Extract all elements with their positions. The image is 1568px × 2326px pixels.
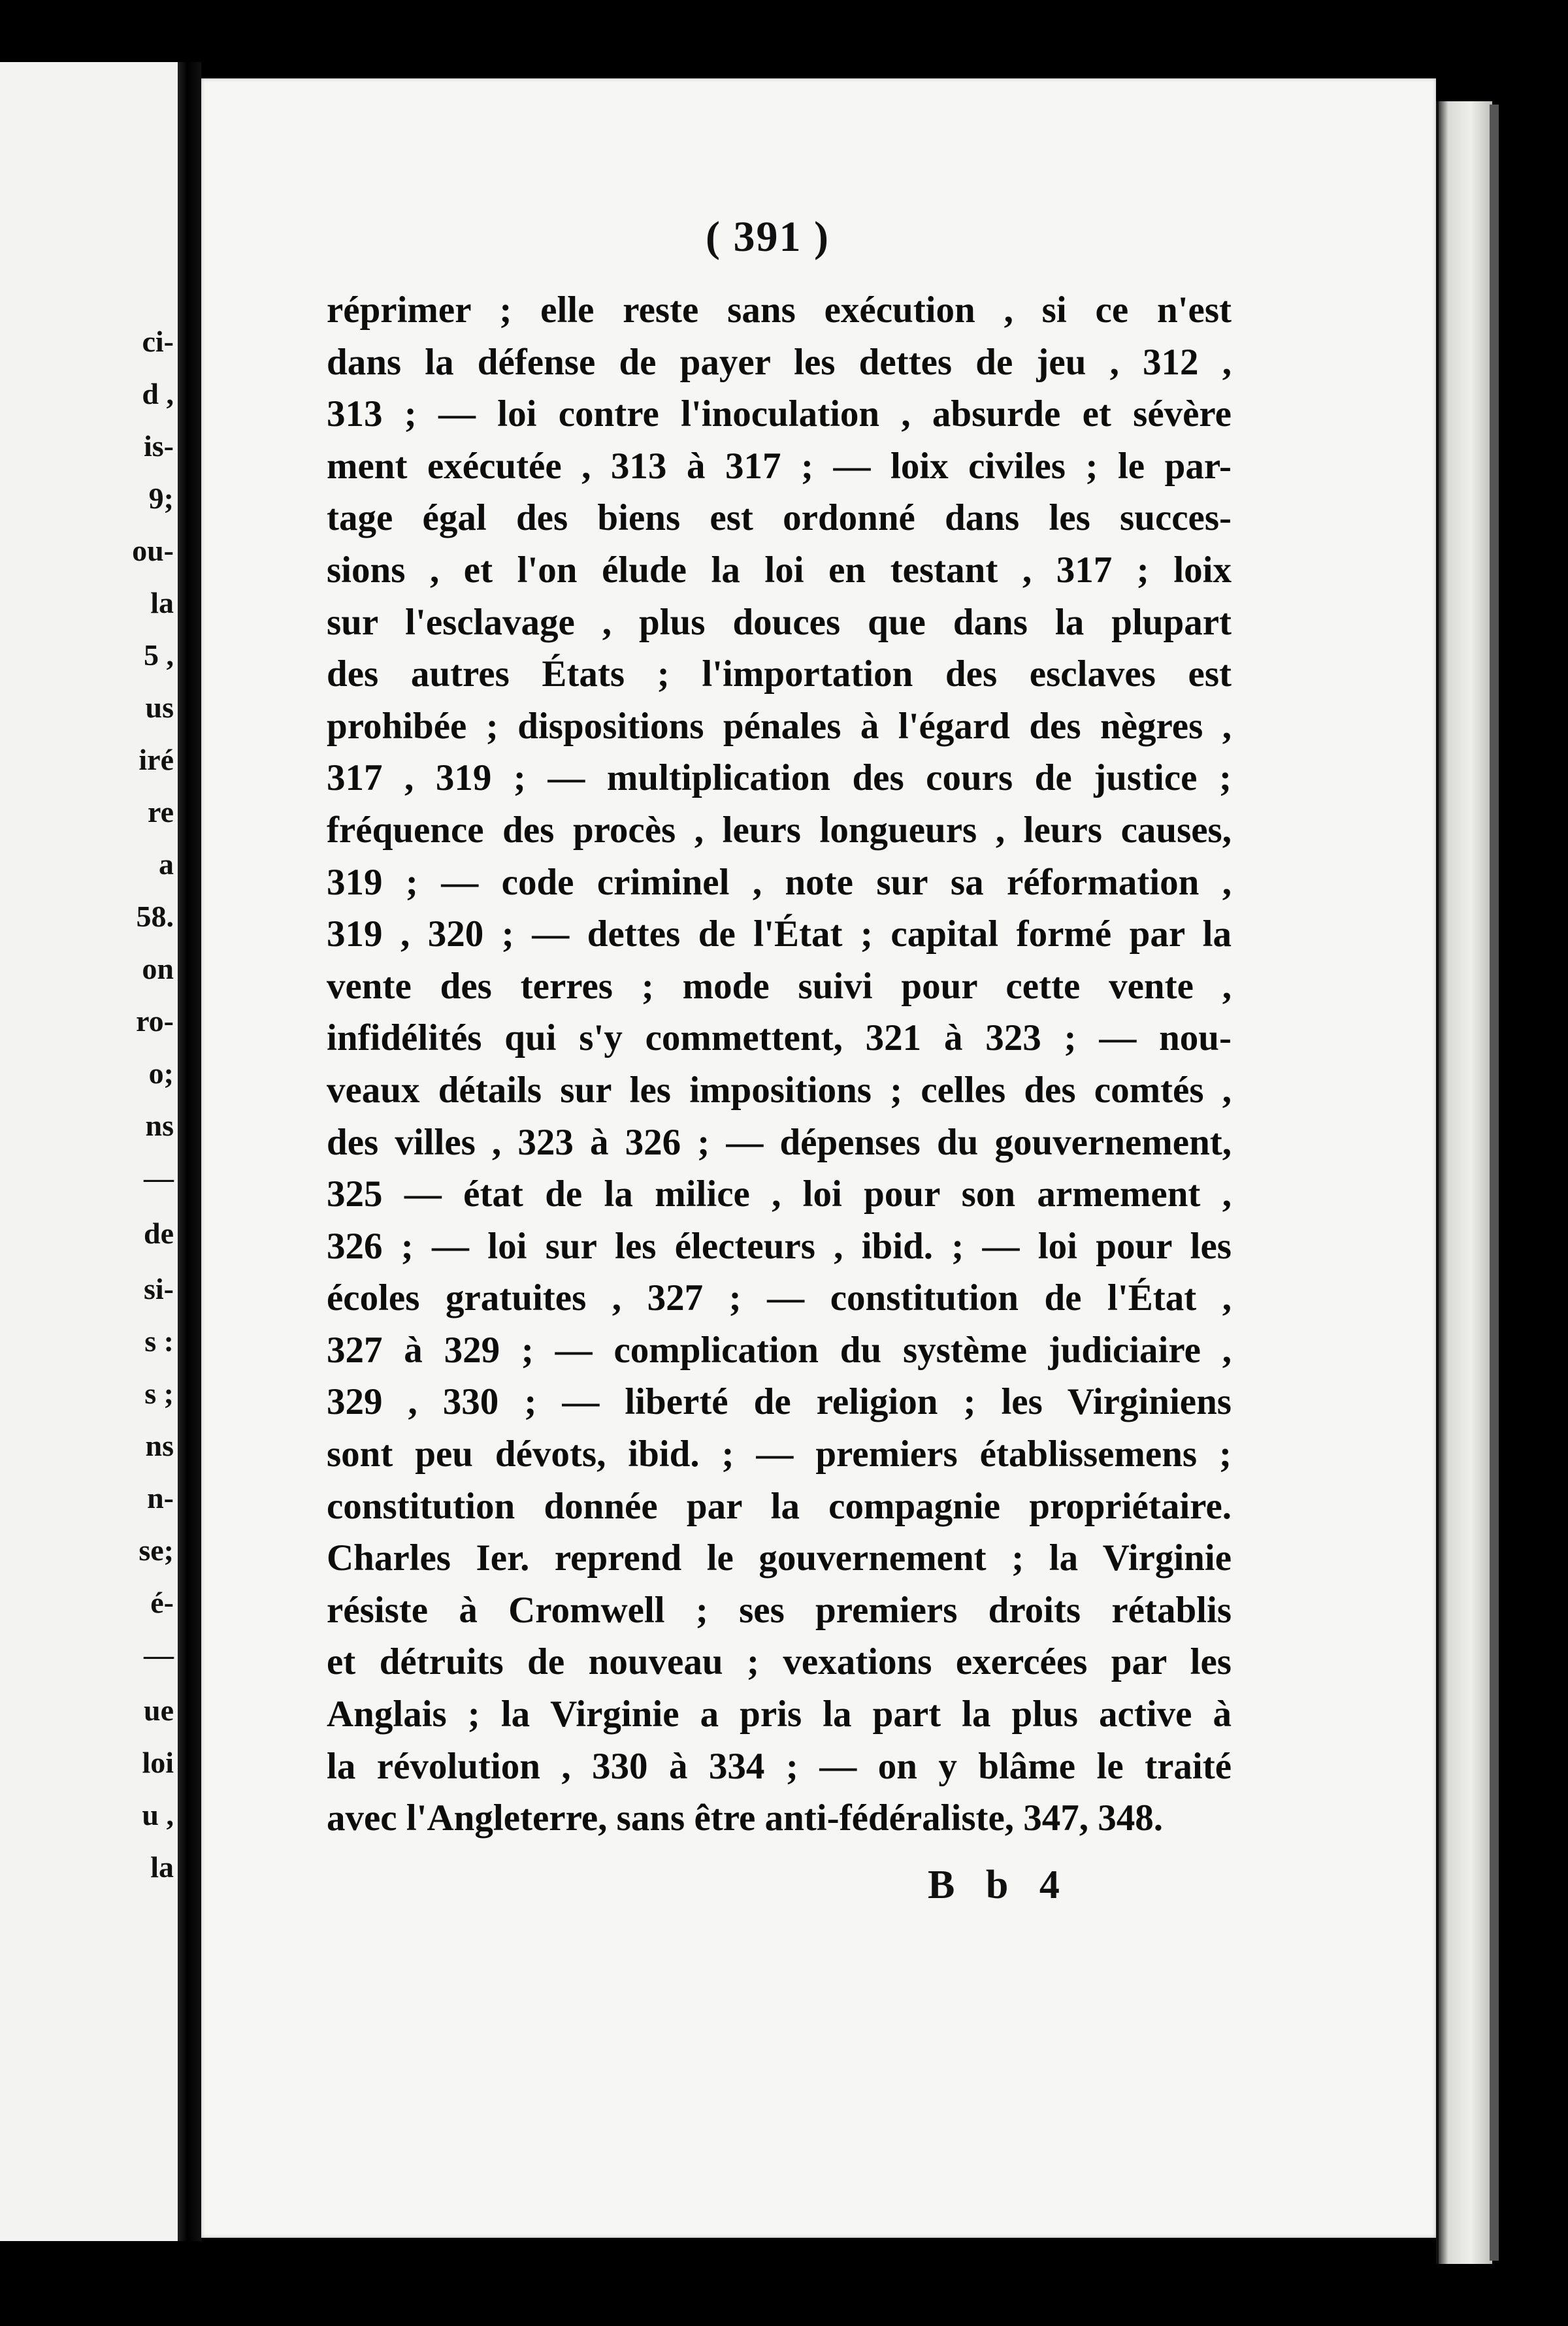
text-line: dans la défense de payer les dettes de jeu , 312 , <box>327 341 1232 383</box>
text-line: 319 , 320 ; — dettes de l'État ; capital formé par la <box>327 913 1232 955</box>
left-page-line: la <box>150 586 174 619</box>
index-text-block <box>327 284 1232 1844</box>
left-page-line: us <box>145 691 174 724</box>
text-line: fréquence des procès , leurs longueurs , leurs causes, <box>327 809 1232 851</box>
text-line: 327 à 329 ; — complication du système judiciaire , <box>327 1329 1232 1371</box>
text-line: sur l'esclavage , plus douces que dans la plupart <box>327 601 1232 643</box>
left-page-line: 58. <box>136 900 174 933</box>
left-page-line: 5 , <box>144 638 174 672</box>
left-page-line: on <box>142 952 174 985</box>
left-page-line: — <box>144 1638 174 1671</box>
text-line: 317 , 319 ; — multiplication des cours de justice ; <box>327 757 1232 799</box>
left-page-line: — <box>144 1161 174 1194</box>
left-page-line: iré <box>139 743 174 776</box>
left-page-line: ue <box>144 1694 174 1727</box>
left-page-line: de <box>144 1217 174 1250</box>
left-page-line: la <box>150 1850 174 1884</box>
left-page-line: u , <box>142 1798 174 1831</box>
text-line: sont peu dévots, ibid. ; — premiers établissemens ; <box>327 1433 1232 1475</box>
left-page-line: s : <box>144 1324 174 1358</box>
text-line: des autres États ; l'importation des esclaves est <box>327 653 1232 695</box>
text-line: 319 ; — code criminel , note sur sa réformation , <box>327 861 1232 903</box>
left-page-line: s ; <box>144 1377 174 1410</box>
page-edge-shadow <box>1490 105 1499 2261</box>
previous-page-fragment <box>0 62 178 2241</box>
text-line: 313 ; — loi contre l'inoculation , absurde et sévère <box>327 393 1232 435</box>
text-line: 325 — état de la milice , loi pour son armement , <box>327 1173 1232 1215</box>
text-line: 326 ; — loi sur les électeurs , ibid. ; — loi pour les <box>327 1225 1232 1267</box>
left-page-line: d , <box>142 377 174 410</box>
text-line: Charles Ier. reprend le gouvernement ; la Virginie <box>327 1537 1232 1579</box>
text-line: la révolution , 330 à 334 ; — on y blâme le traité <box>327 1745 1232 1787</box>
left-page-line: ou- <box>132 534 174 567</box>
left-page-line: ro- <box>136 1004 174 1038</box>
text-line: tage égal des biens est ordonné dans les succes- <box>327 497 1232 539</box>
left-page-line: is- <box>144 429 174 463</box>
left-page-line: ns <box>145 1109 174 1142</box>
page-edge <box>1436 101 1492 2264</box>
text-line: veaux détails sur les impositions ; celles des comtés , <box>327 1069 1232 1111</box>
text-line: infidélités qui s'y commettent, 321 à 323 ; — nou- <box>327 1017 1232 1059</box>
text-line: avec l'Angleterre, sans être anti-fédéraliste, 347, 348. <box>327 1797 1164 1839</box>
text-line: prohibée ; dispositions pénales à l'égard des nègres , <box>327 705 1232 747</box>
text-line: ment exécutée , 313 à 317 ; — loix civiles ; le par- <box>327 445 1232 487</box>
left-page-line: re <box>147 795 174 828</box>
left-page-line: se; <box>139 1533 174 1567</box>
printer-signature-mark: B b 4 <box>928 1863 1070 1907</box>
left-page-line: si- <box>144 1272 174 1305</box>
text-line: et détruits de nouveau ; vexations exercées par les <box>327 1641 1232 1683</box>
left-page-line: a <box>159 847 174 881</box>
left-page-line: ci- <box>142 325 174 358</box>
text-line: écoles gratuites , 327 ; — constitution de l'État , <box>327 1277 1232 1319</box>
text-line: constitution donnée par la compagnie propriétaire. <box>327 1485 1232 1527</box>
text-line: 329 , 330 ; — liberté de religion ; les Virginiens <box>327 1381 1232 1423</box>
left-page-line: é- <box>150 1586 174 1619</box>
text-line: réprimer ; elle reste sans exécution , si ce n'est <box>327 289 1232 331</box>
book-gutter <box>178 62 201 2241</box>
left-page-line: 9; <box>148 482 174 515</box>
left-page-line: o; <box>148 1057 174 1090</box>
text-line: vente des terres ; mode suivi pour cette vente , <box>327 965 1232 1007</box>
page-number-header: ( 391 ) <box>706 213 830 261</box>
text-line: Anglais ; la Virginie a pris la part la plus active à <box>327 1694 1232 1735</box>
left-page-line: loi <box>142 1746 174 1779</box>
left-page-line: ns <box>145 1429 174 1462</box>
text-line: des villes , 323 à 326 ; — dépenses du gouvernement, <box>327 1121 1232 1163</box>
text-line: sions , et l'on élude la loi en testant , 317 ; loix <box>327 549 1232 591</box>
left-page-line: n- <box>147 1481 174 1515</box>
text-line: résiste à Cromwell ; ses premiers droits rétablis <box>327 1589 1232 1631</box>
